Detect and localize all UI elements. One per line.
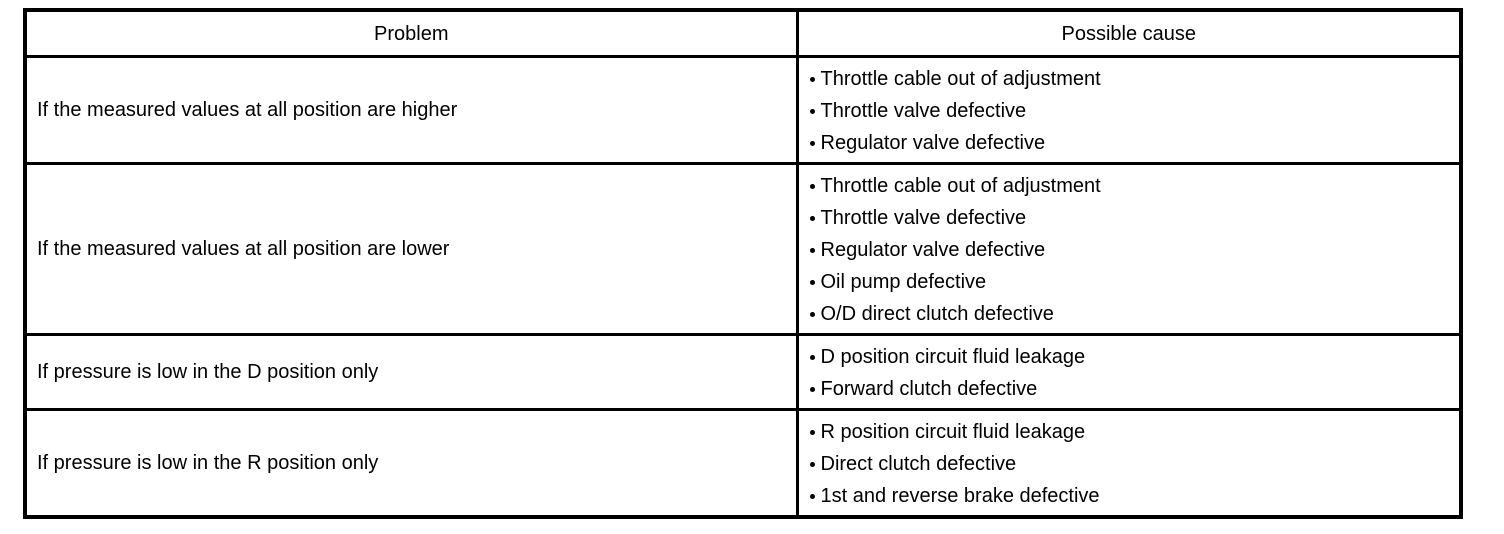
- cause-list: [809, 416, 1460, 512]
- cause-item: Throttle cable out of adjustment: [809, 63, 1460, 95]
- cause-item: Forward clutch defective: [809, 373, 1460, 405]
- cause-item: Throttle cable out of adjustment: [809, 170, 1460, 202]
- causes-cell: [797, 164, 1461, 335]
- table-row: [25, 164, 1461, 335]
- table-header-row: [25, 10, 1461, 57]
- problem-cell: If the measured values at all position are lower: [25, 164, 797, 335]
- cause-item: O/D direct clutch defective: [809, 298, 1460, 330]
- cause-item: Regulator valve defective: [809, 234, 1460, 266]
- header-problem: Problem: [25, 10, 797, 57]
- cause-item: Throttle valve defective: [809, 95, 1460, 127]
- table-row: [25, 57, 1461, 164]
- cause-item: D position circuit fluid leakage: [809, 341, 1460, 373]
- troubleshooting-table: [23, 8, 1463, 519]
- cause-item: 1st and reverse brake defective: [809, 480, 1460, 512]
- problem-cell: If pressure is low in the D position only: [25, 335, 797, 410]
- problem-cell: If pressure is low in the R position only: [25, 410, 797, 518]
- cause-item: Direct clutch defective: [809, 448, 1460, 480]
- table-row: [25, 410, 1461, 518]
- causes-cell: [797, 410, 1461, 518]
- causes-cell: [797, 57, 1461, 164]
- table-row: [25, 335, 1461, 410]
- cause-list: [809, 63, 1460, 159]
- troubleshooting-table-container: [23, 8, 1459, 519]
- header-possible-cause: Possible cause: [797, 10, 1461, 57]
- problem-cell: If the measured values at all position are higher: [25, 57, 797, 164]
- cause-list: [809, 170, 1460, 330]
- cause-item: Oil pump defective: [809, 266, 1460, 298]
- cause-item: Throttle valve defective: [809, 202, 1460, 234]
- causes-cell: [797, 335, 1461, 410]
- cause-item: R position circuit fluid leakage: [809, 416, 1460, 448]
- cause-item: Regulator valve defective: [809, 127, 1460, 159]
- cause-list: [809, 341, 1460, 405]
